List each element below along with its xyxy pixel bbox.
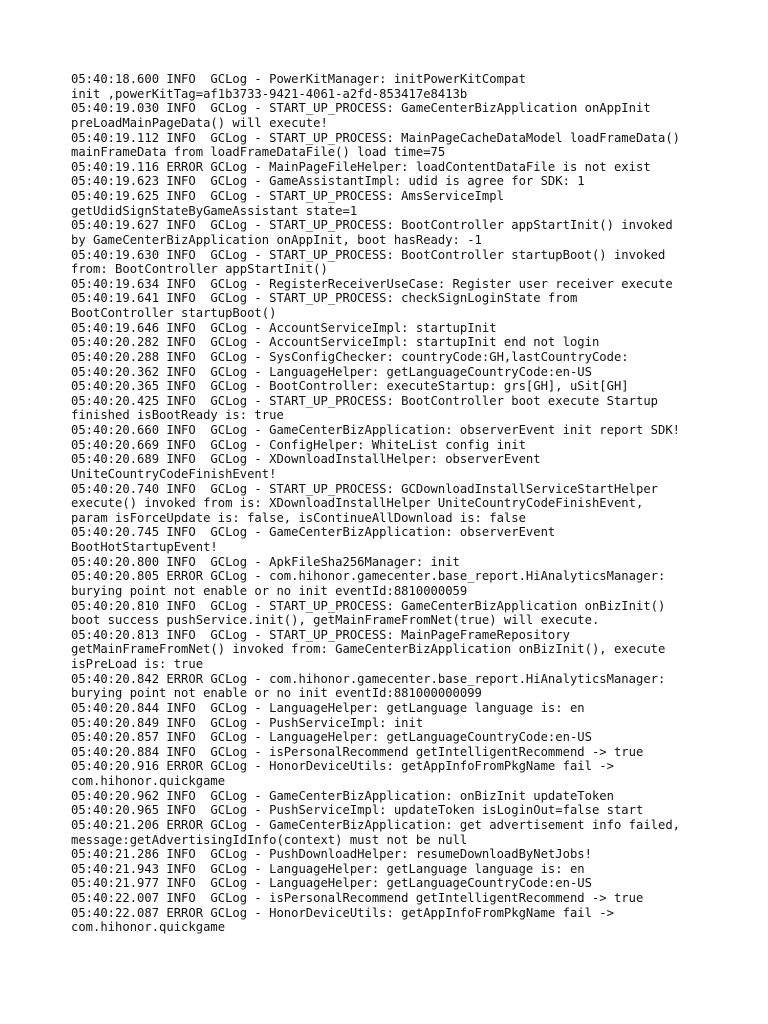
log-entry: 05:40:20.884 INFO GCLog - isPersonalRecommend getIntelligentRecommend -> true (71, 744, 644, 759)
log-entry: 05:40:21.206 ERROR GCLog - GameCenterBizApplication: get advertisement info failed, message:getAdvertisingIdInfo(context) must not be null (71, 817, 681, 847)
log-entry: 05:40:21.286 INFO GCLog - PushDownloadHelper: resumeDownloadByNetJobs! (71, 847, 592, 862)
log-entry: 05:40:20.962 INFO GCLog - GameCenterBizApplication: onBizInit updateToken (71, 788, 614, 803)
log-entry: 05:40:20.745 INFO GCLog - GameCenterBizApplication: observerEvent BootHotStartupEvent! (71, 525, 556, 554)
log-entry: 05:40:19.030 INFO GCLog - START_UP_PROCESS: GameCenterBizApplication onAppInit preLoadMainPageData() will execute! (71, 101, 651, 130)
log-entry: 05:40:19.646 INFO GCLog - AccountServiceImpl: startupInit (71, 320, 497, 335)
log-entry: 05:40:20.842 ERROR GCLog - com.hihonor.gamecenter.base_report.HiAnalyticsManager: burying point not enable or no init eventId:881000000099 (71, 671, 666, 701)
log-entry: 05:40:20.857 INFO GCLog - LanguageHelper: getLanguageCountryCode:en-US (71, 730, 592, 745)
log-entry: 05:40:20.813 INFO GCLog - START_UP_PROCESS: MainPageFrameRepository getMainFrameFromNet() invoked from: GameCenterBizApplication onBizInit(), execute isPreLoad is: true (71, 627, 666, 671)
log-entry: 05:40:20.965 INFO GCLog - PushServiceImpl: updateToken isLoginOut=false start (71, 803, 644, 818)
log-entry: 05:40:20.660 INFO GCLog - GameCenterBizApplication: observerEvent init report SDK! (71, 423, 681, 437)
log-entry: 05:40:19.630 INFO GCLog - START_UP_PROCESS: BootController startupBoot() invoked from: BootController appStartInit() (71, 247, 666, 277)
log-entry: 05:40:22.007 INFO GCLog - isPersonalRecommend getIntelligentRecommend -> true (71, 891, 644, 905)
log-entry: 05:40:20.740 INFO GCLog - START_UP_PROCESS: GCDownloadInstallServiceStartHelper execute() invoked from is: XDownloadInstallHelper UniteCountryCodeFinishEvent, param isForceUpdate is: false, isContinueAllDownload is: false (71, 481, 658, 525)
log-entry: 05:40:20.669 INFO GCLog - ConfigHelper: WhiteList config init (71, 437, 526, 452)
log-entry: 05:40:21.943 INFO GCLog - LanguageHelper: getLanguage language is: en (71, 861, 585, 876)
log-entry: 05:40:19.623 INFO GCLog - GameAssistantImpl: udid is agree for SDK: 1 (71, 174, 585, 189)
log-entry: 05:40:20.689 INFO GCLog - XDownloadInstallHelper: observerEvent UniteCountryCodeFinishEvent! (71, 452, 541, 481)
log-document (71, 72, 731, 935)
log-entry: 05:40:19.116 ERROR GCLog - MainPageFileHelper: loadContentDataFile is not exist (71, 159, 651, 174)
log-entry: 05:40:19.641 INFO GCLog - START_UP_PROCESS: checkSignLoginState from BootController startupBoot() (71, 291, 578, 320)
log-entry: 05:40:20.282 INFO GCLog - AccountServiceImpl: startupInit end not login (71, 335, 600, 350)
log-entry: 05:40:21.977 INFO GCLog - LanguageHelper: getLanguageCountryCode:en-US (71, 876, 592, 891)
log-entry: 05:40:20.362 INFO GCLog - LanguageHelper: getLanguageCountryCode:en-US (71, 364, 592, 379)
log-entry: 05:40:20.844 INFO GCLog - LanguageHelper: getLanguage language is: en (71, 700, 585, 715)
log-entry: 05:40:20.916 ERROR GCLog - HonorDeviceUtils: getAppInfoFromPkgName fail -> com.hihonor.quickgame (71, 759, 614, 788)
log-entry: 05:40:20.800 INFO GCLog - ApkFileSha256Manager: init (71, 554, 460, 569)
log-entry: 05:40:20.425 INFO GCLog - START_UP_PROCESS: BootController boot execute Startup finished isBootReady is: true (71, 393, 658, 423)
log-entry: 05:40:19.112 INFO GCLog - START_UP_PROCESS: MainPageCacheDataModel loadFrameData() mainFrameData from loadFrameDataFile() load time=75 (71, 130, 681, 160)
log-entry: 05:40:19.634 INFO GCLog - RegisterReceiverUseCase: Register user receiver execute (71, 276, 673, 291)
log-entry: 05:40:22.087 ERROR GCLog - HonorDeviceUtils: getAppInfoFromPkgName fail -> com.hihonor.quickgame (71, 905, 614, 935)
log-entry: 05:40:20.849 INFO GCLog - PushServiceImpl: init (71, 715, 424, 730)
log-entry: 05:40:18.600 INFO GCLog - PowerKitManager: initPowerKitCompat init ,powerKitTag=af1b3733-9421-4061-a2fd-853417e8413b (71, 72, 526, 101)
log-entry: 05:40:19.625 INFO GCLog - START_UP_PROCESS: AmsServiceImpl getUdidSignStateByGameAssistant state=1 (71, 189, 504, 218)
log-entry: 05:40:20.365 INFO GCLog - BootController: executeStartup: grs[GH], uSit[GH] (71, 379, 629, 394)
log-entry: 05:40:20.288 INFO GCLog - SysConfigChecker: countryCode:GH,lastCountryCode: (71, 349, 629, 364)
log-entry: 05:40:20.805 ERROR GCLog - com.hihonor.gamecenter.base_report.HiAnalyticsManager: burying point not enable or no init eventId:8810000059 (71, 569, 666, 598)
log-entry: 05:40:20.810 INFO GCLog - START_UP_PROCESS: GameCenterBizApplication onBizInit() boot success pushService.init(), getMainFrameFromNet(true) will execute. (71, 598, 666, 628)
log-entry: 05:40:19.627 INFO GCLog - START_UP_PROCESS: BootController appStartInit() invoked by GameCenterBizApplication onAppInit, boot hasReady: -1 (71, 218, 673, 247)
